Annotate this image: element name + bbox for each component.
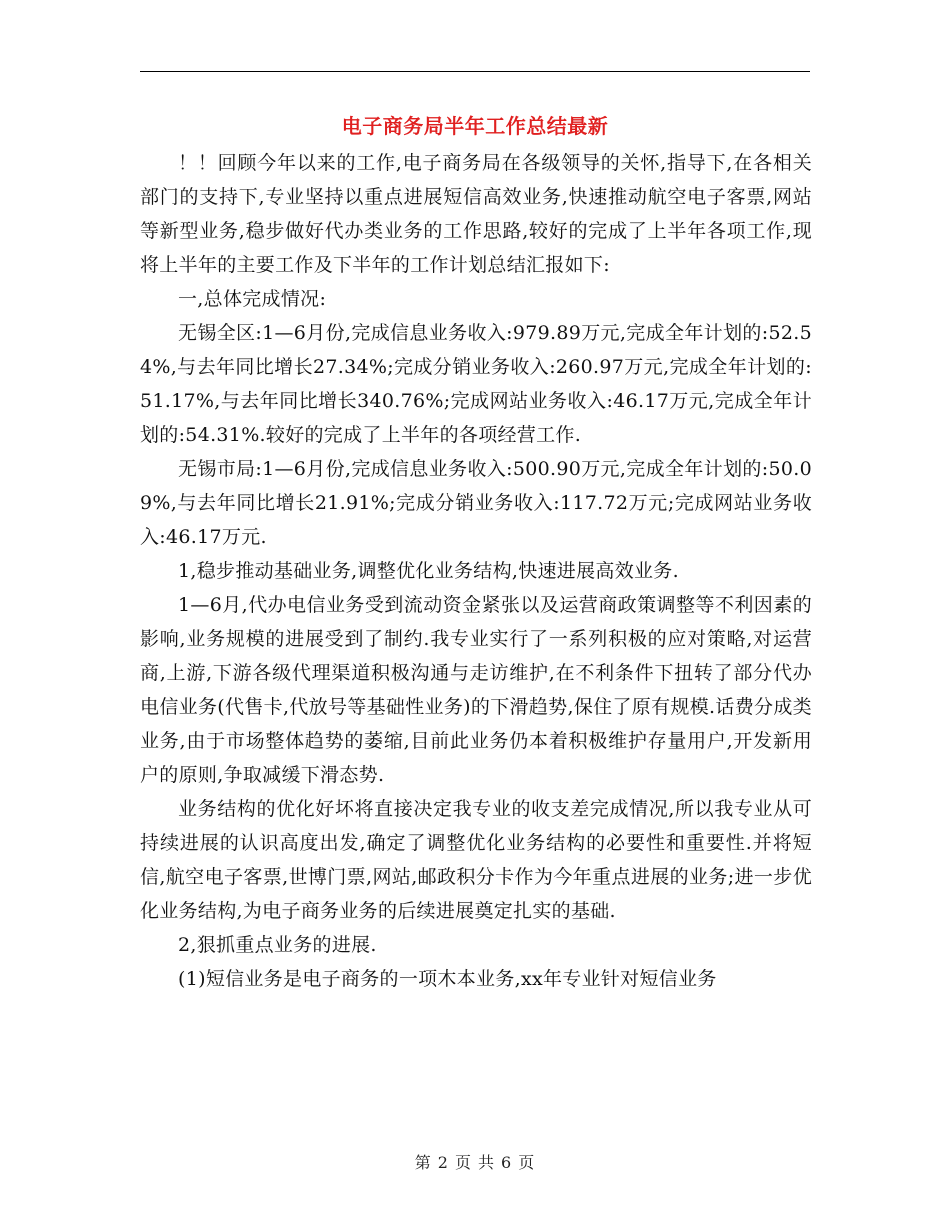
footer-total-word: 共 — [478, 1153, 496, 1172]
header-rule — [140, 71, 810, 72]
page-footer — [0, 1152, 950, 1174]
paragraph: 无锡市局:1—6月份,完成信息业务收入:500.90万元,完成全年计划的:50.09%,与去年同比增长21.91%;完成分销业务收入:117.72万元;完成网站业务收入:46.17万元. — [140, 458, 812, 548]
paragraph: 一,总体完成情况: — [178, 288, 327, 310]
footer-total-pages: 6 — [501, 1153, 513, 1172]
footer-suffix: 页 — [518, 1153, 536, 1172]
paragraph: 1—6月,代办电信业务受到流动资金紧张以及运营商政策调整等不利因素的影响,业务规模的进展受到了制约.我专业实行了一系列积极的应对策略,对运营商,上游,下游各级代理渠道积极沟通与走访维护,在不利条件下扭转了部分代办电信业务(代售卡,代放号等基础性业务)的下滑趋势,保住了原有规模.话费分成类业务,由于市场整体趋势的萎缩,目前此业务仍本着积极维护存量用户,开发新用户的原则,争取减缓下滑态势. — [140, 594, 812, 786]
paragraph: 业务结构的优化好坏将直接决定我专业的收支差完成情况,所以我专业从可持续进展的认识高度出发,确定了调整优化业务结构的必要性和重要性.并将短信,航空电子客票,世博门票,网站,邮政积分卡作为今年重点进展的业务;进一步优化业务结构,为电子商务业务的后续进展奠定扎实的基础. — [140, 798, 812, 922]
footer-page-number: 2 — [437, 1153, 449, 1172]
document-title: 电子商务局半年工作总结最新 — [341, 114, 609, 138]
paragraph: ！！回顾今年以来的工作,电子商务局在各级领导的关怀,指导下,在各相关部门的支持下,专业坚持以重点进展短信高效业务,快速推动航空电子客票,网站等新型业务,稳步做好代办类业务的工作思路,较好的完成了上半年各项工作,现将上半年的主要工作及下半年的工作计划总结汇报如下: — [140, 152, 812, 276]
document-body — [140, 146, 812, 996]
paragraph: 1,稳步推动基础业务,调整优化业务结构,快速进展高效业务. — [178, 560, 679, 582]
footer-page-word: 页 — [454, 1153, 472, 1172]
paragraph: (1)短信业务是电子商务的一项木本业务,xx年专业针对短信业务 — [178, 968, 717, 990]
paragraph: 无锡全区:1—6月份,完成信息业务收入:979.89万元,完成全年计划的:52.54%,与去年同比增长27.34%;完成分销业务收入:260.97万元,完成全年计划的:51.17%,与去年同比增长340.76%;完成网站业务收入:46.17万元,完成全年计划的:54.31%.较好的完成了上半年的各项经营工作. — [140, 322, 812, 446]
footer-prefix: 第 — [414, 1153, 432, 1172]
paragraph: 2,狠抓重点业务的进展. — [178, 934, 377, 956]
